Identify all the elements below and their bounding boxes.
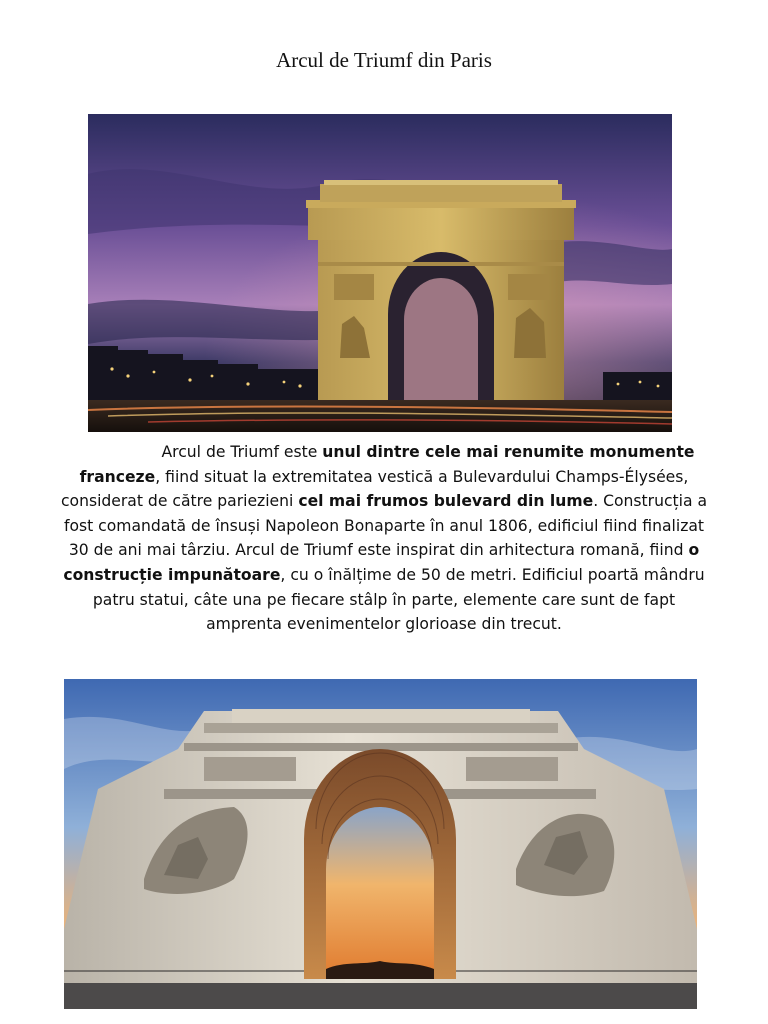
bold-text-run: cel mai frumos bulevard din lume xyxy=(298,492,594,511)
text-run: Arcul de Triumf este xyxy=(161,443,323,461)
bold-text-run: unul dintre cele mai renumite monumente franceze xyxy=(79,443,695,486)
text-run: , fiind situat la extremitatea vestică a Bulevardului Champs-Élysées, considerat de către pariezieni xyxy=(60,467,689,511)
text-run: . Construcția a fost comandată de însuși Napoleon Bonaparte în anul 1806, edificiul fiind finalizat 30 de ani mai târziu. Arcul de Triumf este inspirat din arhitectura romană, fiind xyxy=(63,492,708,560)
text-run: , cu o înălțime de 50 de metri. Edificiul poartă mândru patru statui, câte una pe fiecare stâlp în parte, elemente care sunt de fapt amprenta evenimentelor glorioase din trecut. xyxy=(92,565,705,634)
document-title: Arcul de Triumf din Paris xyxy=(276,48,492,72)
body-paragraph xyxy=(54,440,714,637)
arch-at-dusk-photo xyxy=(88,114,672,432)
arch-from-below-photo xyxy=(64,679,697,1009)
bold-text-run: o construcție impunătoare xyxy=(63,541,700,584)
